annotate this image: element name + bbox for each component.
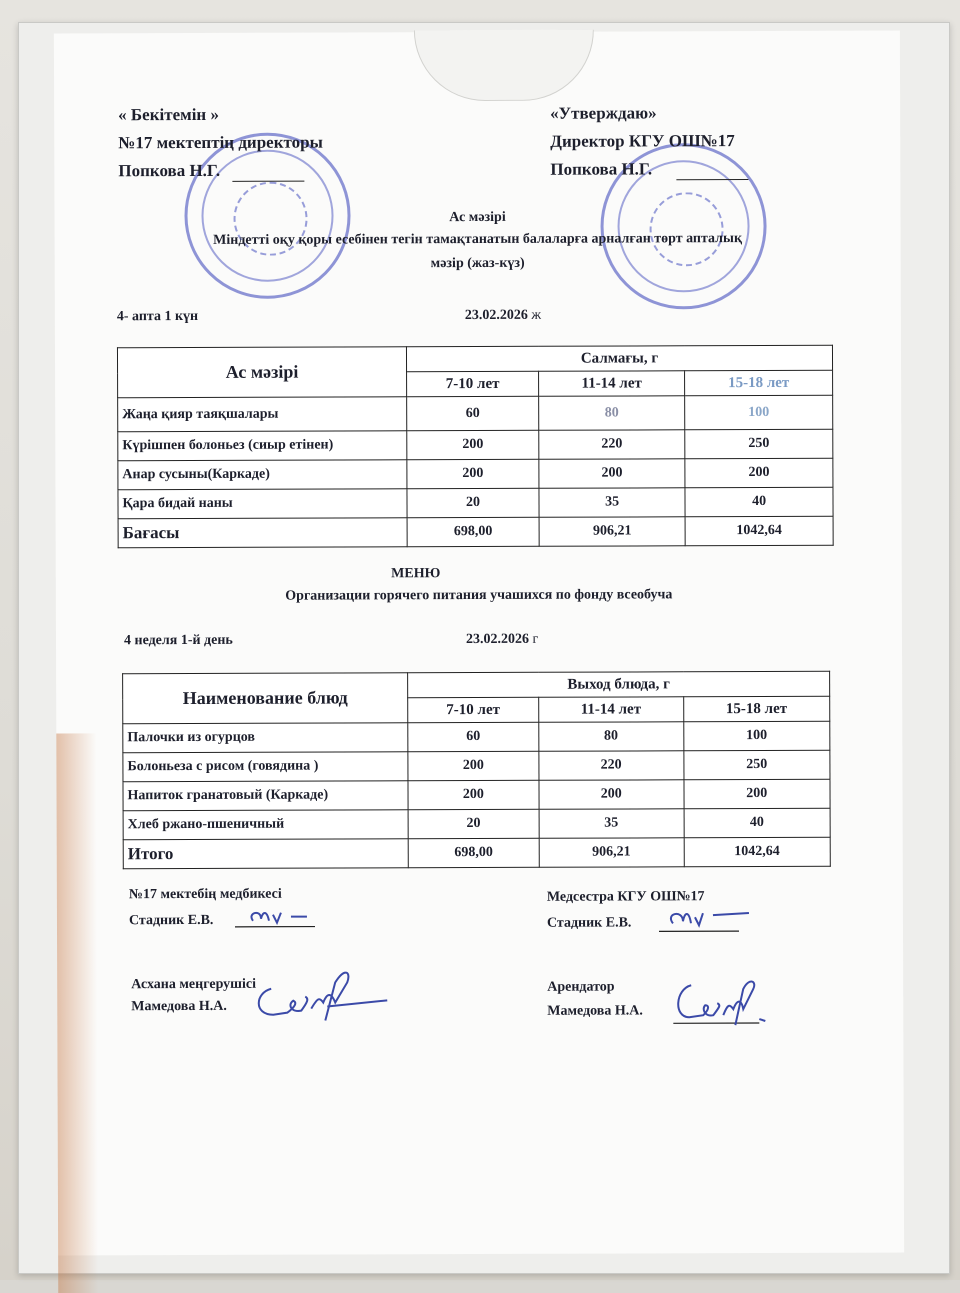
table-row (118, 487, 833, 518)
ru-table-weight-header: Выход блюда, г (408, 671, 830, 697)
ru-dish-value: 35 (539, 809, 684, 839)
kz-week-day: 4- апта 1 күн (117, 309, 198, 325)
kitchen-ru-name: Мамедова Н.А. (547, 1003, 643, 1019)
ru-dish-value: 200 (683, 779, 830, 809)
ru-age-group-3: 15-18 лет (683, 696, 830, 722)
ru-dish-name: Хлеб ржано-пшеничный (123, 810, 408, 840)
ru-dish-name: Напиток гранатовый (Каркаде) (123, 781, 408, 811)
ru-dish-value: 40 (684, 808, 831, 838)
kz-dish-name: Күрішпен болоньез (сиыр етінен) (118, 431, 407, 461)
ru-dish-value: 200 (408, 780, 539, 809)
kz-dish-value: 200 (685, 458, 833, 488)
ru-dish-name: Палочки из огурцов (123, 723, 408, 753)
table-row (118, 395, 833, 431)
ru-dish-value: 250 (683, 750, 830, 780)
approval-ru-line3: Попкова Н.Г. (550, 159, 652, 179)
ru-total-value: 906,21 (539, 838, 684, 868)
ru-dish-value: 200 (539, 780, 684, 810)
kz-dish-name: Қара бидай наны (118, 489, 407, 519)
kz-menu-table (117, 345, 834, 548)
ru-age-group-1: 7-10 лет (408, 697, 539, 722)
sleeve-notch (414, 30, 594, 102)
kz-menu-subtitle: Міндетті оқу қоры есебінен тегін тамақтанатын балаларға арналған төрт апталық (55, 231, 901, 250)
ru-week-day: 4 неделя 1-й день (124, 633, 233, 649)
approval-kz-line3: Попкова Н.Г. (118, 161, 220, 181)
ru-dish-value: 20 (408, 809, 539, 838)
table-row (118, 429, 833, 460)
ru-menu-subtitle: Организации горячего питания учашихся по фонду всеобуча (56, 587, 902, 606)
kz-dish-value: 250 (685, 429, 833, 459)
table-row (123, 808, 830, 839)
kz-date: 23.02.2026 ж (465, 308, 541, 324)
kz-dish-value: 100 (685, 395, 833, 430)
approval-kz-line2: №17 мектептің директоры (118, 133, 323, 154)
kz-table-name-header: Ас мәзірі (117, 347, 406, 398)
kz-dish-value: 80 (539, 396, 685, 431)
kz-menu-season: мәзір (жаз-күз) (55, 255, 901, 274)
ru-dish-value: 200 (408, 751, 539, 780)
kz-dish-value: 220 (539, 430, 685, 460)
nurse-ru-signature (655, 901, 755, 937)
ru-dish-value: 80 (539, 722, 684, 752)
stain (56, 733, 98, 1293)
ru-dish-value: 60 (408, 722, 539, 751)
nurse-ru-name: Стадник Е.В. (547, 915, 631, 931)
ru-table-name-header: Наименование блюд (123, 673, 408, 724)
kz-dish-value: 40 (685, 487, 833, 517)
table-total-row (123, 837, 830, 868)
ru-total-label: Итого (123, 839, 408, 869)
ru-total-value: 698,00 (408, 838, 539, 867)
ru-dish-value: 100 (683, 721, 830, 751)
kz-dish-value: 200 (407, 459, 539, 488)
ru-date: 23.02.2026 г (466, 632, 538, 648)
kz-dish-value: 35 (539, 488, 685, 518)
approval-kz-line1: « Бекітемін » (118, 105, 219, 125)
menu-sheet (54, 31, 904, 1256)
kz-age-group-1: 7-10 лет (407, 371, 539, 396)
kz-total-label: Бағасы (118, 518, 407, 548)
kz-total-value: 698,00 (407, 517, 539, 546)
kitchen-kz-signature (247, 962, 397, 1033)
ru-dish-value: 220 (539, 751, 684, 781)
kz-dish-name: Анар сусыны(Каркаде) (118, 460, 407, 490)
kitchen-ru-signature (669, 975, 789, 1035)
kz-dish-value: 200 (539, 459, 685, 489)
kz-dish-value: 60 (407, 396, 539, 430)
ru-menu-table (122, 671, 831, 869)
table-row (118, 458, 833, 489)
kz-dish-name: Жаңа қияр таяқшалары (118, 397, 407, 432)
ru-menu-title: МЕНЮ (56, 565, 776, 584)
kz-table-weight-header: Салмағы, г (406, 345, 832, 371)
nurse-ru-title: Медсестра КГУ ОШ№17 (547, 889, 705, 906)
kz-menu-title: Ас мәзірі (54, 209, 900, 228)
ru-total-value: 1042,64 (684, 837, 831, 867)
kitchen-kz-name: Мамедова Н.А. (131, 999, 227, 1015)
kitchen-ru-title: Арендатор (547, 980, 614, 996)
nurse-kz-name: Стадник Е.В. (129, 913, 213, 929)
kz-total-value: 906,21 (539, 517, 685, 547)
table-row (123, 721, 830, 752)
table-row (123, 750, 830, 781)
approval-ru-line2: Директор КГУ ОШ№17 (550, 131, 735, 152)
kz-total-value: 1042,64 (685, 516, 833, 546)
kz-dish-value: 20 (407, 488, 539, 517)
kz-age-group-3: 15-18 лет (685, 370, 833, 396)
nurse-kz-signature (231, 901, 321, 935)
ru-dish-name: Болоньеза с рисом (говядина ) (123, 752, 408, 782)
table-total-row (118, 516, 833, 547)
nurse-kz-title: №17 мектебің медбикесі (129, 887, 282, 904)
kz-dish-value: 200 (407, 430, 539, 459)
ru-age-group-2: 11-14 лет (538, 697, 683, 723)
approval-ru-line1: «Утверждаю» (550, 103, 657, 123)
table-row (123, 779, 830, 810)
kz-age-group-2: 11-14 лет (539, 371, 685, 397)
kitchen-kz-title: Асхана меңгерушісі (131, 977, 256, 993)
